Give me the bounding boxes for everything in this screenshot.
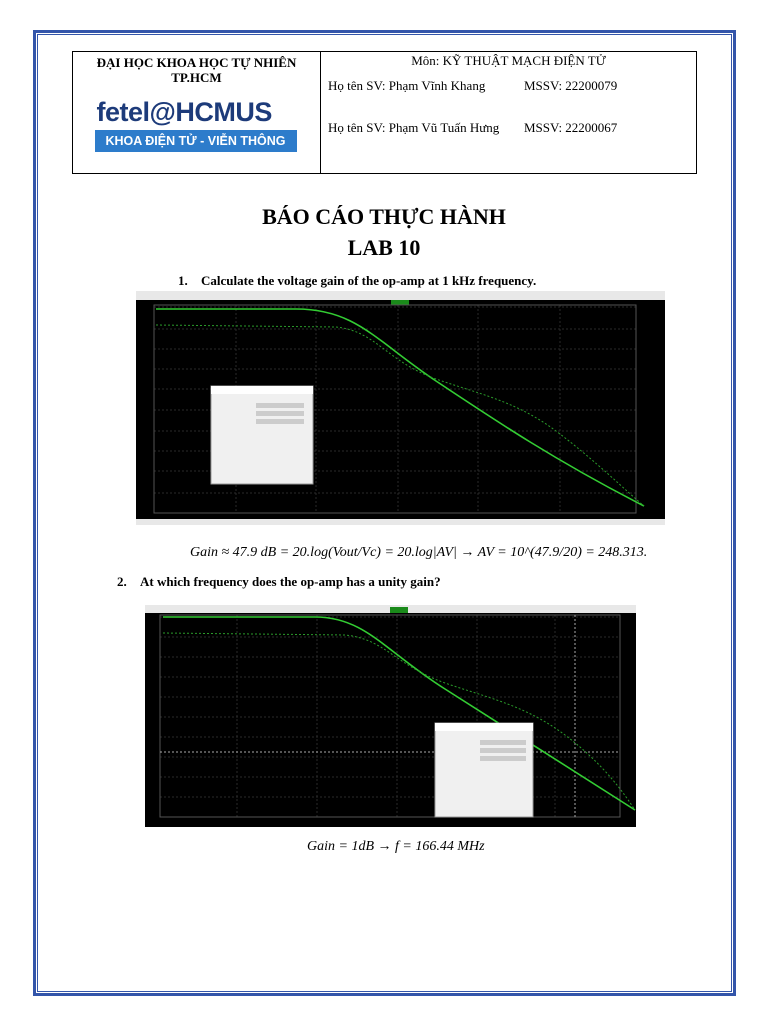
report-subtitle: LAB 10	[347, 235, 421, 260]
student-name: Họ tên SV: Phạm Vĩnh Khang	[328, 78, 486, 93]
question-text: Calculate the voltage gain of the op-amp at 1 kHz frequency.	[201, 273, 537, 288]
bode-plot-screenshot-2	[145, 605, 636, 827]
logo-band-text: KHOA ĐIỆN TỬ - VIỄN THÔNG	[95, 130, 297, 152]
logo-main-text: fetel@HCMUS	[96, 97, 272, 127]
student-id: MSSV: 22200079	[524, 78, 618, 93]
question-1	[178, 273, 536, 289]
student-row	[321, 118, 696, 138]
student-name: Họ tên SV: Phạm Vũ Tuấn Hưng	[328, 120, 500, 135]
university-name: ĐẠI HỌC KHOA HỌC TỰ NHIÊN TP.HCM	[96, 55, 297, 85]
student-id: MSSV: 22200067	[524, 120, 618, 135]
bode-plot-screenshot-1	[136, 291, 665, 525]
question-number: 1.	[178, 273, 188, 288]
question-2	[117, 574, 441, 590]
gain-formula: Gain ≈ 47.9 dB = 20.log(Vout/Vc) = 20.log|AV| → AV = 10^(47.9/20) = 248.313.	[190, 545, 648, 560]
faculty-logo	[95, 97, 299, 152]
question-number: 2.	[117, 574, 127, 589]
header-right-cell	[321, 52, 696, 173]
question-text: At which frequency does the op-amp has a unity gain?	[140, 574, 441, 589]
header-left-cell	[73, 52, 321, 173]
unity-gain-formula: Gain = 1dB → f = 166.44 MHz	[307, 839, 485, 854]
report-title: BÁO CÁO THỰC HÀNH	[262, 204, 506, 229]
subject-name: Môn: KỸ THUẬT MẠCH ĐIỆN TỬ	[411, 53, 606, 68]
header-table	[72, 51, 697, 174]
student-row	[321, 76, 696, 96]
